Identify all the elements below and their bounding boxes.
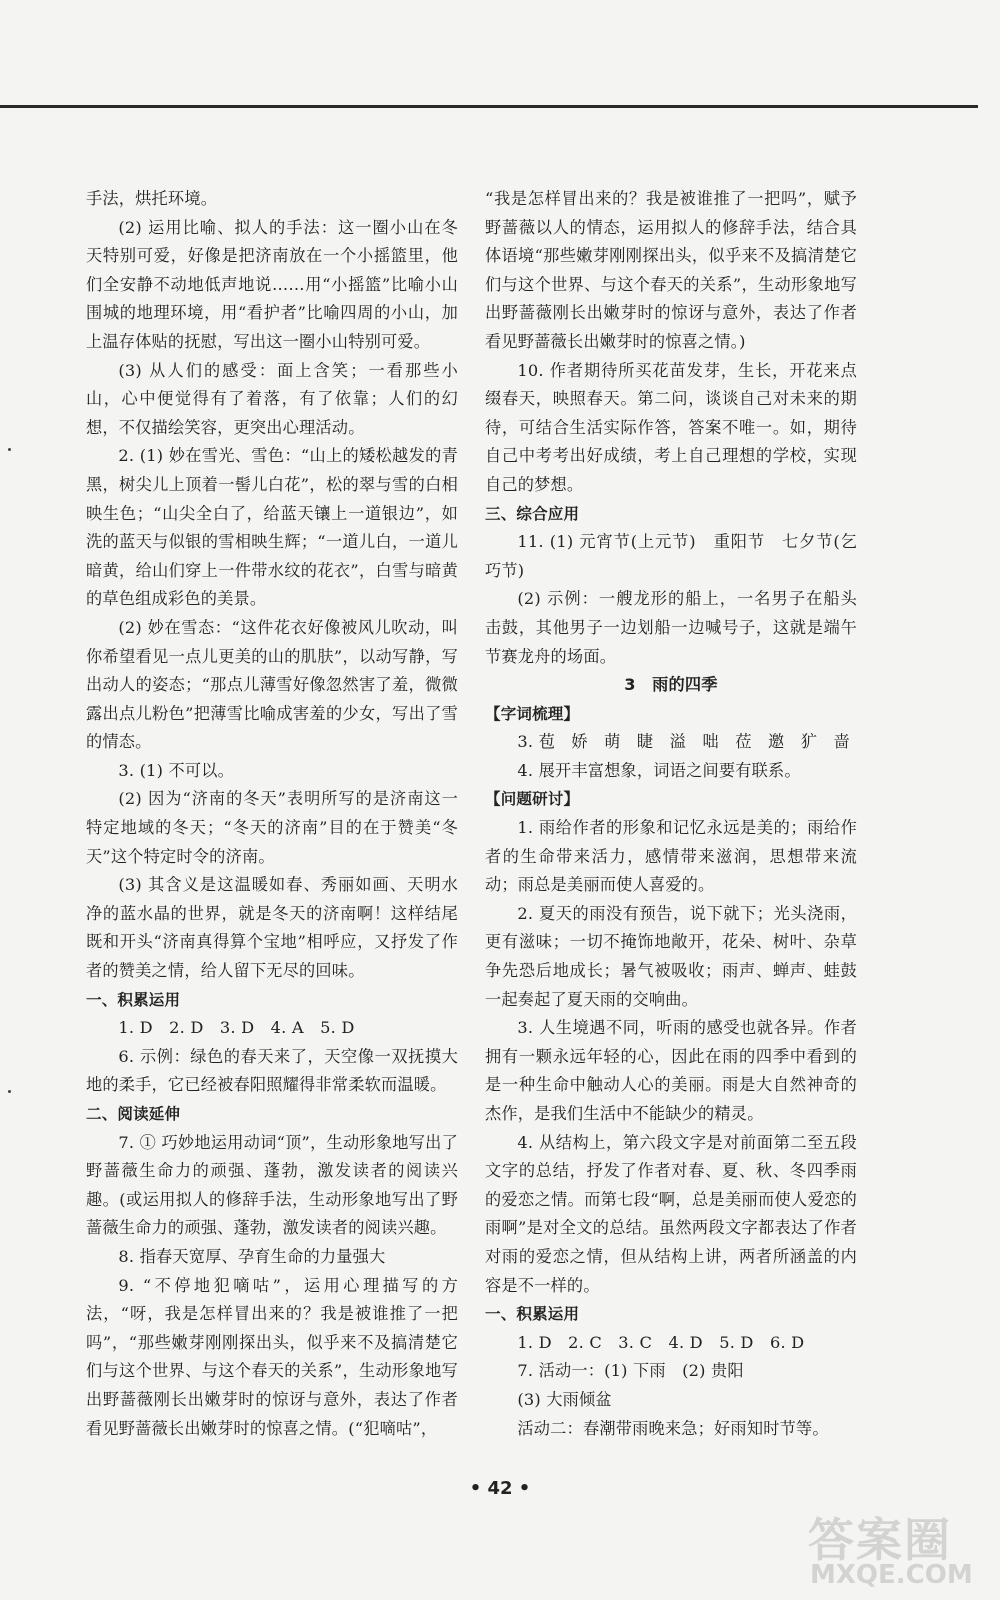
paragraph: 10. 作者期待所买花苗发芽，生长，开花来点缀春天，映照春天。第二问，谈谈自己对未来的期待，可结合生活实际作答，答案不唯一。如，期待自己中考考出好成绩，考上自己理想的学校，实现自己的梦想。 (485, 360, 857, 494)
paragraph: 7. 活动一：(1) 下雨 (2) 贵阳 (517, 1361, 744, 1381)
paragraph: 8. 指春天宽厚、孕育生命的力量强大 (118, 1246, 386, 1266)
section-heading: 【问题研讨】 (485, 790, 580, 809)
paragraph: (2) 运用比喻、拟人的手法：这一圈小山在冬天特别可爱，好像是把济南放在一个小摇篮里，他们全安静不动地低声地说……用“小摇篮”比喻小山围城的地理环境，用“看护者”比喻四周的小山，加上温存体贴的抚慰，写出这一圈小山特别可爱。 (86, 217, 458, 351)
section-heading: 3 雨的四季 (624, 675, 718, 695)
right-column (485, 185, 857, 1443)
paragraph: (3) 大雨倾盆 (517, 1389, 612, 1409)
paragraph: 1. D 2. C 3. C 4. D 5. D 6. D (517, 1332, 805, 1352)
paragraph: (3) 从人们的感受：面上含笑；一看那些小山，心中便觉得有了着落，有了依靠；人们的幻想，不仅描绘笑容，更突出心理活动。 (86, 360, 458, 437)
paragraph: 手法，烘托环境。 (86, 189, 218, 208)
paragraph: 1. 雨给作者的形象和记忆永远是美的；雨给作者的生命带来活力，感情带来滋润，思想带来流动；雨总是美丽而使人喜爱的。 (485, 818, 857, 895)
left-column (86, 185, 458, 1443)
top-rule (0, 105, 978, 108)
paragraph: 9. “不停地犯嘀咕”，运用心理描写的方法，“呀，我是怎样冒出来的？我是被谁推了一把吗”，“那些嫩芽刚刚探出头，似乎来不及搞清楚它们与这个世界、与这个春天的关系”，生动形象地写出野蔷薇刚长出嫩芽时的惊讶与意外，表达了作者看见野蔷薇长出嫩芽时的惊喜之情。(“犯嘀咕”， (86, 1275, 458, 1438)
watermark-title: 答案圈 (808, 1513, 952, 1567)
paragraph: (2) 示例：一艘龙形的船上，一名男子在船头击鼓，其他男子一边划船一边喊号子，这就是端午节赛龙舟的场面。 (485, 589, 857, 666)
paragraph: 6. 示例：绿色的春天来了，天空像一双抚摸大地的柔手，它已经被春阳照耀得非常柔软而温暖。 (86, 1046, 458, 1095)
paragraph: (2) 因为“济南的冬天”表明所写的是济南这一特定地域的冬天；“冬天的济南”目的在于赞美“冬天”这个特定时令的济南。 (86, 789, 458, 866)
section-heading: 三、综合应用 (485, 504, 580, 523)
margin-dot (8, 1090, 11, 1093)
paragraph: 2. 夏天的雨没有预告，说下就下；光头浇雨，更有滋味；一切不掩饰地敞开，花朵、树叶、杂草争先恐后地成长；暑气被吸收；雨声、蝉声、蛙鼓一起奏起了夏天雨的交响曲。 (485, 903, 857, 1009)
watermark-url: MXQE.COM (810, 1560, 973, 1590)
paragraph: 7. ① 巧妙地运用动词“顶”，生动形象地写出了野蔷薇生命力的顽强、蓬勃，激发读者的阅读兴趣。(或运用拟人的修辞手法，生动形象地写出了野蔷薇生命力的顽强、蓬勃，激发读者的阅读兴趣。 (86, 1132, 458, 1238)
paragraph: 活动二：春潮带雨晚来急；好雨知时节等。 (517, 1418, 829, 1438)
page-number: • 42 • (469, 1478, 531, 1499)
paragraph: “我是怎样冒出来的？我是被谁推了一把吗”，赋予野蔷薇以人的情态，运用拟人的修辞手法，结合具体语境“那些嫩芽刚刚探出头，似乎来不及搞清楚它们与这个世界、与这个春天的关系”，生动形象地写出野蔷薇刚长出嫩芽时的惊讶与意外，表达了作者看见野蔷薇长出嫩芽时的惊喜之情。) (485, 189, 857, 351)
watermark (800, 1498, 985, 1594)
paragraph: (3) 其含义是这温暖如春、秀丽如画、天明水净的蓝水晶的世界，就是冬天的济南啊！这样结尾既和开头“济南真得算个宝地”相呼应，又抒发了作者的赞美之情，给人留下无尽的回味。 (86, 875, 458, 981)
section-heading: 一、积累运用 (86, 990, 181, 1009)
section-heading: 一、积累运用 (485, 1305, 580, 1324)
paragraph: (2) 妙在雪态：“这件花衣好像被风儿吹动，叫你希望看见一点儿更美的山的肌肤”，以动写静，写出动人的姿态；“那点儿薄雪好像忽然害了羞，微微露出点儿粉色”把薄雪比喻成害羞的少女，写出了雪的情态。 (86, 617, 458, 752)
paragraph: 3. (1) 不可以。 (118, 760, 235, 780)
paragraph: 2. (1) 妙在雪光、雪色：“山上的矮松越发的青黑，树尖儿上顶着一髻儿白花”，松的翠与雪的白相映生色；“山尖全白了，给蓝天镶上一道银边”，如洗的蓝天与似银的雪相映生辉；“一道儿白，一道儿暗黄，给山们穿上一件带水纹的花衣”，白雪与暗黄的草色组成彩色的美景。 (86, 446, 458, 609)
paragraph: 1. D 2. D 3. D 4. A 5. D (118, 1018, 355, 1038)
paragraph: 3. 人生境遇不同，听雨的感受也就各异。作者拥有一颗永远年轻的心，因此在雨的四季中看到的是一种生命中触动人心的美丽。雨是大自然神奇的杰作，是我们生活中不能缺少的精灵。 (485, 1018, 857, 1123)
margin-dot (8, 448, 11, 451)
paragraph: 11. (1) 元宵节(上元节) 重阳节 七夕节(乞巧节) (485, 532, 857, 580)
paragraph: 4. 展开丰富想象，词语之间要有联系。 (517, 760, 801, 780)
section-heading: 【字词梳理】 (485, 704, 580, 723)
section-heading: 二、阅读延伸 (86, 1105, 181, 1123)
paragraph: 3. 苞 娇 萌 睫 溢 咄 莅 邀 犷 啬 (517, 732, 850, 752)
paragraph: 4. 从结构上，第六段文字是对前面第二至五段文字的总结，抒发了作者对春、夏、秋、冬四季雨的爱恋之情。而第七段“啊，总是美丽而使人爱恋的雨啊”是对全文的总结。虽然两段文字都表达了作者对雨的爱恋之情，但从结构上讲，两者所涵盖的内容是不一样的。 (485, 1132, 857, 1295)
